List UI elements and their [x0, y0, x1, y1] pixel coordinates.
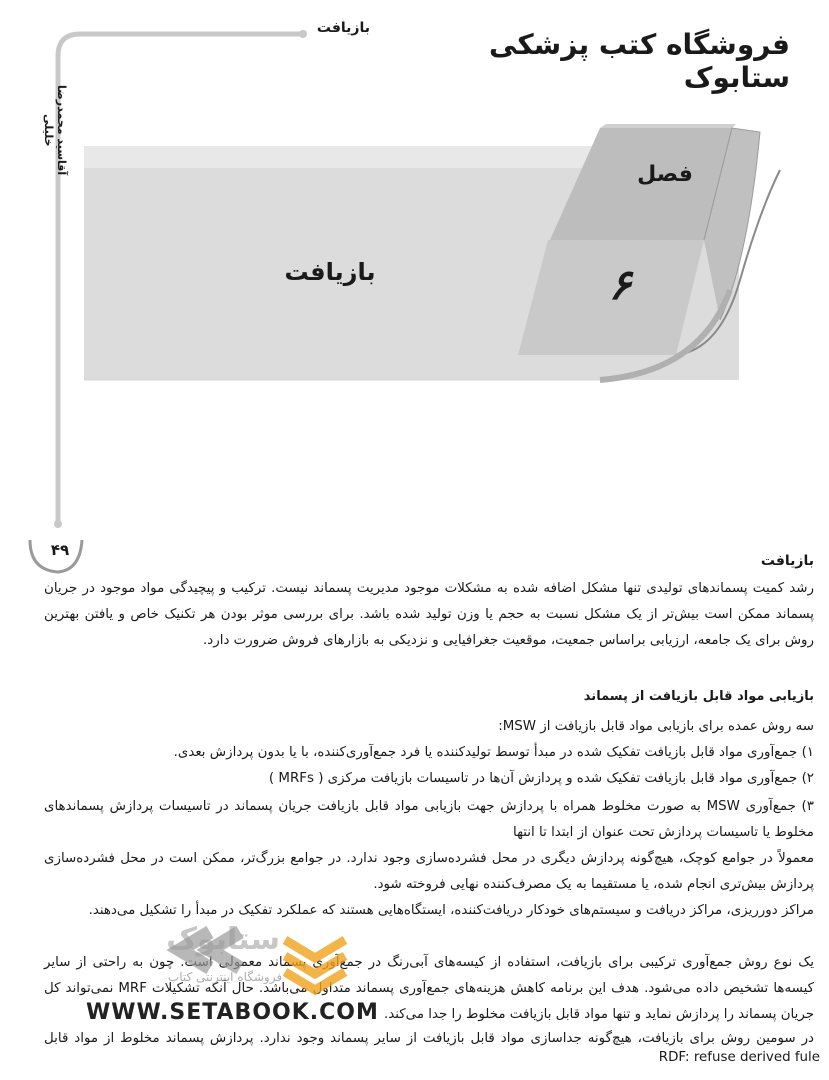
- footnote: RDF: refuse derived fule: [658, 1050, 820, 1065]
- subsection-heading: بازیابی مواد قابل بازیافت از پسماند: [583, 689, 814, 704]
- watermark-brand: ستابوک: [166, 922, 280, 957]
- watermark: [80, 920, 379, 1030]
- methods-intro: سه روش عمده برای بازیابی مواد قابل بازیافت از MSW:: [498, 719, 814, 734]
- watermark-tagline: فروشگاه اینترنتی کتاب: [167, 970, 283, 984]
- store-title: فروشگاه کتب پزشکی ستابوک: [489, 28, 790, 94]
- method-item-3: ۳) جمع‌آوری MSW به صورت مخلوط همراه با پردازش جهت بازیابی مواد قابل بازیافت جریان پسماند در تاسیسات پردازش پسماندهای مخلوط یا تاسیسات پردازش تحت عنوان از ابتدا تا انتها: [44, 799, 814, 840]
- running-header: بازیافت: [316, 20, 370, 36]
- side-author: آقاسید محمدرضا خلیلی: [42, 84, 68, 176]
- paragraph-blue-bags: یک نوع روش جمع‌آوری ترکیبی برای بازیافت، استفاده از کیسه‌های آبی‌رنگ در جمع‌آوری پسماند معمولی است. چون به راحتی از سایر کیسه‌ها تشخیص داده می‌شود. هدف این برنامه کاهش هزینه‌های جمع‌آوری پسماند متداول می‌باشد. حال آنکه تشکیلات MRF نمی‌تواند کل جریان پسماند را پردازش نماید و تنها مواد قابل بازیافت مخلوط را جدا می‌کند.: [44, 955, 815, 1022]
- chapter-label: فصل: [637, 162, 693, 187]
- paragraph-small-communities: معمولاً در جوامع کوچک، هیچ‌گونه پردازش دیگری در محل فشرده‌سازی وجود ندارد. در جوامع بزرگ‌تر، ممکن است در محل فشرده‌سازی پردازش بیش‌تری انجام شده، یا مستقیما به یک مصرف‌کننده نهایی فروخته شود.: [44, 851, 814, 892]
- method-item-1: ۱) جمع‌آوری مواد قابل بازیافت تفکیک شده در مبدأ توسط تولیدکننده یا فرد جمع‌آوری‌کننده، با یا بدون پردازش بعدی.: [173, 745, 814, 760]
- page-number: ۴۹: [50, 541, 70, 559]
- method-item-2: ۲) جمع‌آوری مواد قابل بازیافت تفکیک شده و پردازش آن‌ها در تاسیسات بازیافت مرکزی ( MRFs ): [268, 771, 814, 786]
- chapter-title: بازیافت: [284, 258, 376, 286]
- chapter-banner: [0, 110, 829, 390]
- section-heading: بازیافت: [760, 553, 814, 569]
- paragraph-collection-centers: مراکز دورریزی، مراکز دریافت و سیستم‌های خودکار دریافت‌کننده، ایستگاه‌هایی هستند که عملکرد تفکیک در مبدأ را تشکیل می‌دهند.: [88, 903, 814, 918]
- intro-paragraph: رشد کمیت پسماندهای تولیدی تنها مشکل اضافه شده به مشکلات موجود مدیریت پسماند نیست. ترکیب و پیچیدگی مواد موجود در جریان پسماند ممکن است بیش‌تر از یک مشکل نسبت به حجم یا وزن تولید شده باشد. برای بررسی موثر بودن هر تکنیک خاص و یافتن بهترین روش برای یک جامعه، ارزیابی براساس جمعیت، موقعیت جغرافیایی و نزدیکی به بازارهای فروش ضرورت دارد.: [44, 581, 814, 648]
- paragraph-third-method: در سومین روش برای بازیافت، هیچ‌گونه جداسازی مواد قابل بازیافت از سایر پسماند وجود ندارد. پردازش پسماند مخلوط از مواد قابل: [44, 1031, 814, 1046]
- watermark-url: WWW.SETABOOK.COM: [86, 1000, 379, 1025]
- chapter-number: ۶: [608, 260, 632, 309]
